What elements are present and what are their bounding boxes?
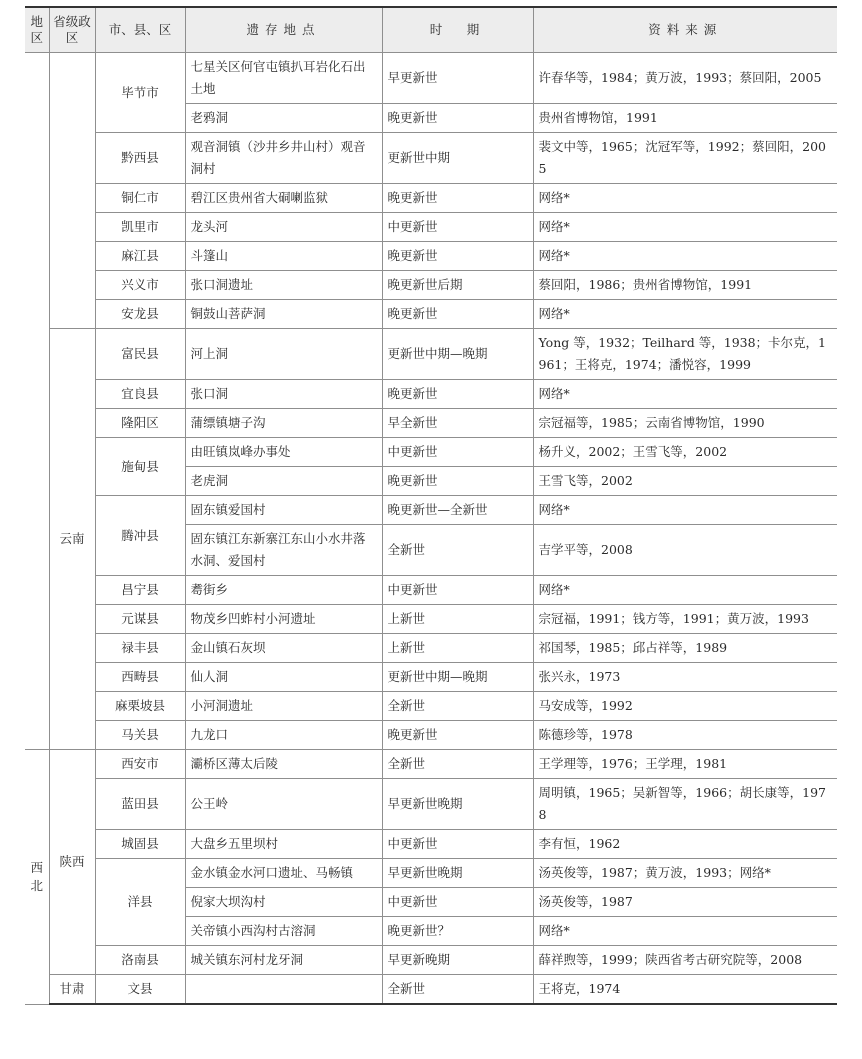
header-region: 地区 xyxy=(25,7,49,53)
period-cell: 早更新世晚期 xyxy=(382,859,533,888)
table-row xyxy=(25,750,837,779)
period-cell: 早全新世 xyxy=(382,409,533,438)
table-row xyxy=(25,605,837,634)
period-cell: 晚更新世 xyxy=(382,380,533,409)
site-cell xyxy=(185,975,382,1005)
table-row xyxy=(25,859,837,888)
source-cell: 张兴永，1973 xyxy=(533,663,837,692)
source-cell: 吉学平等，2008 xyxy=(533,525,837,576)
county-cell: 安龙县 xyxy=(95,300,185,329)
county-cell: 麻栗坡县 xyxy=(95,692,185,721)
source-cell: 周明镇，1965；吴新智等，1966；胡长康等，1978 xyxy=(533,779,837,830)
source-cell: 网络* xyxy=(533,576,837,605)
source-cell: 宗冠福等，1985；云南省博物馆，1990 xyxy=(533,409,837,438)
site-cell: 观音洞镇（沙井乡井山村）观音洞村 xyxy=(185,133,382,184)
site-cell: 斗篷山 xyxy=(185,242,382,271)
period-cell: 上新世 xyxy=(382,634,533,663)
province-cell-yunnan: 云南 xyxy=(49,329,95,750)
county-cell: 马关县 xyxy=(95,721,185,750)
source-cell: 网络* xyxy=(533,496,837,525)
source-cell: 薛祥煦等，1999；陕西省考古研究院等，2008 xyxy=(533,946,837,975)
site-cell: 倪家大坝沟村 xyxy=(185,888,382,917)
source-cell: Yong 等，1932；Teilhard 等，1938；卡尔克，1961；王将克，1974；潘悦容，1999 xyxy=(533,329,837,380)
table-row xyxy=(25,409,837,438)
source-cell: 网络* xyxy=(533,380,837,409)
table-row xyxy=(25,975,837,1005)
source-cell: 王学理等，1976；王学理，1981 xyxy=(533,750,837,779)
source-cell: 贵州省博物馆，1991 xyxy=(533,104,837,133)
site-cell: 大盘乡五里坝村 xyxy=(185,830,382,859)
source-cell: 陈德珍等，1978 xyxy=(533,721,837,750)
county-cell: 兴义市 xyxy=(95,271,185,300)
site-cell: 河上洞 xyxy=(185,329,382,380)
source-cell: 王雪飞等，2002 xyxy=(533,467,837,496)
region-label: 西北 xyxy=(30,859,43,893)
table-row xyxy=(25,946,837,975)
period-cell: 全新世 xyxy=(382,975,533,1005)
source-cell: 许春华等，1984；黄万波，1993；蔡回阳，2005 xyxy=(533,53,837,104)
period-cell: 全新世 xyxy=(382,525,533,576)
county-cell: 城固县 xyxy=(95,830,185,859)
province-cell-gansu: 甘肃 xyxy=(49,975,95,1005)
sites-table xyxy=(25,6,837,1005)
period-cell: 晚更新世 xyxy=(382,104,533,133)
site-cell: 固东镇爱国村 xyxy=(185,496,382,525)
site-cell: 金水镇金水河口遗址、马畅镇 xyxy=(185,859,382,888)
table-row xyxy=(25,213,837,242)
site-cell: 公王岭 xyxy=(185,779,382,830)
source-cell: 汤英俊等，1987 xyxy=(533,888,837,917)
county-cell: 文县 xyxy=(95,975,185,1005)
period-cell: 上新世 xyxy=(382,605,533,634)
county-cell: 富民县 xyxy=(95,329,185,380)
source-cell: 蔡回阳，1986；贵州省博物馆，1991 xyxy=(533,271,837,300)
county-cell: 毕节市 xyxy=(95,53,185,133)
source-cell: 汤英俊等，1987；黄万波，1993；网络* xyxy=(533,859,837,888)
period-cell: 中更新世 xyxy=(382,888,533,917)
period-cell: 早更新世 xyxy=(382,53,533,104)
site-cell: 张口洞遗址 xyxy=(185,271,382,300)
period-cell: 全新世 xyxy=(382,692,533,721)
period-cell: 更新世中期 xyxy=(382,133,533,184)
period-cell: 更新世中期—晚期 xyxy=(382,329,533,380)
source-cell: 网络* xyxy=(533,300,837,329)
table-row xyxy=(25,271,837,300)
table-row xyxy=(25,438,837,467)
county-cell: 黔西县 xyxy=(95,133,185,184)
site-cell: 金山镇石灰坝 xyxy=(185,634,382,663)
period-cell: 晚更新世—全新世 xyxy=(382,496,533,525)
table-row xyxy=(25,380,837,409)
table-row xyxy=(25,692,837,721)
province-cell-shaanxi: 陕西 xyxy=(49,750,95,975)
site-cell: 老鸦洞 xyxy=(185,104,382,133)
period-cell: 晚更新世 xyxy=(382,184,533,213)
period-cell: 更新世中期—晚期 xyxy=(382,663,533,692)
period-cell: 中更新世 xyxy=(382,213,533,242)
county-cell: 凯里市 xyxy=(95,213,185,242)
period-cell: 晚更新世 xyxy=(382,467,533,496)
period-cell: 早更新晚期 xyxy=(382,946,533,975)
source-cell: 马安成等，1992 xyxy=(533,692,837,721)
period-cell: 晚更新世 xyxy=(382,300,533,329)
county-cell: 西畴县 xyxy=(95,663,185,692)
site-cell: 老虎洞 xyxy=(185,467,382,496)
region-cell-southwest xyxy=(25,53,49,750)
table-row xyxy=(25,133,837,184)
header-source: 资料来源 xyxy=(533,7,837,53)
county-cell: 洋县 xyxy=(95,859,185,946)
header-county: 市、县、区 xyxy=(95,7,185,53)
header-site: 遗存地点 xyxy=(185,7,382,53)
site-cell: 龙头河 xyxy=(185,213,382,242)
table-row xyxy=(25,53,837,104)
county-cell: 禄丰县 xyxy=(95,634,185,663)
site-cell: 由旺镇岚峰办事处 xyxy=(185,438,382,467)
site-cell: 九龙口 xyxy=(185,721,382,750)
site-cell: 耈街乡 xyxy=(185,576,382,605)
table-row xyxy=(25,576,837,605)
site-cell: 物茂乡凹蚱村小河遗址 xyxy=(185,605,382,634)
source-cell: 祁国琴，1985；邱占祥等，1989 xyxy=(533,634,837,663)
table-row xyxy=(25,329,837,380)
county-cell: 腾冲县 xyxy=(95,496,185,576)
table-row xyxy=(25,779,837,830)
table-row xyxy=(25,634,837,663)
table-row xyxy=(25,496,837,525)
site-cell: 固东镇江东新寨江东山小水井落水洞、爱国村 xyxy=(185,525,382,576)
site-cell: 七星关区何官屯镇扒耳岩化石出土地 xyxy=(185,53,382,104)
source-cell: 网络* xyxy=(533,242,837,271)
source-cell: 宗冠福，1991；钱方等，1991；黄万波，1993 xyxy=(533,605,837,634)
table-row xyxy=(25,721,837,750)
county-cell: 昌宁县 xyxy=(95,576,185,605)
table-row xyxy=(25,242,837,271)
period-cell: 晚更新世 xyxy=(382,242,533,271)
source-cell: 网络* xyxy=(533,213,837,242)
county-cell: 西安市 xyxy=(95,750,185,779)
county-cell: 元谋县 xyxy=(95,605,185,634)
period-cell: 中更新世 xyxy=(382,576,533,605)
source-cell: 网络* xyxy=(533,184,837,213)
period-cell: 中更新世 xyxy=(382,830,533,859)
source-cell: 杨升义，2002；王雪飞等，2002 xyxy=(533,438,837,467)
site-cell: 碧江区贵州省大硐喇监狱 xyxy=(185,184,382,213)
period-cell: 晚更新世？ xyxy=(382,917,533,946)
county-cell: 蓝田县 xyxy=(95,779,185,830)
region-cell-northwest xyxy=(25,750,49,1005)
site-cell: 蒲缥镇塘子沟 xyxy=(185,409,382,438)
county-cell: 麻江县 xyxy=(95,242,185,271)
period-cell: 中更新世 xyxy=(382,438,533,467)
county-cell: 隆阳区 xyxy=(95,409,185,438)
site-cell: 铜鼓山菩萨洞 xyxy=(185,300,382,329)
site-cell: 关帝镇小西沟村古溶洞 xyxy=(185,917,382,946)
county-cell: 施甸县 xyxy=(95,438,185,496)
site-cell: 灞桥区薄太后陵 xyxy=(185,750,382,779)
period-cell: 晚更新世后期 xyxy=(382,271,533,300)
county-cell: 洛南县 xyxy=(95,946,185,975)
site-cell: 张口洞 xyxy=(185,380,382,409)
source-cell: 李有恒，1962 xyxy=(533,830,837,859)
source-cell: 王将克，1974 xyxy=(533,975,837,1005)
site-cell: 城关镇东河村龙牙洞 xyxy=(185,946,382,975)
source-cell: 网络* xyxy=(533,917,837,946)
site-cell: 仙人洞 xyxy=(185,663,382,692)
table-row xyxy=(25,663,837,692)
table-row xyxy=(25,300,837,329)
header-row xyxy=(25,7,837,53)
header-period: 时 期 xyxy=(382,7,533,53)
table-row xyxy=(25,184,837,213)
site-cell: 小河洞遗址 xyxy=(185,692,382,721)
period-cell: 晚更新世 xyxy=(382,721,533,750)
table-row xyxy=(25,830,837,859)
period-cell: 全新世 xyxy=(382,750,533,779)
county-cell: 铜仁市 xyxy=(95,184,185,213)
county-cell: 宜良县 xyxy=(95,380,185,409)
header-province: 省级政区 xyxy=(49,7,95,53)
period-cell: 早更新世晚期 xyxy=(382,779,533,830)
province-cell-blank xyxy=(49,53,95,329)
source-cell: 裴文中等，1965；沈冠军等，1992；蔡回阳，2005 xyxy=(533,133,837,184)
